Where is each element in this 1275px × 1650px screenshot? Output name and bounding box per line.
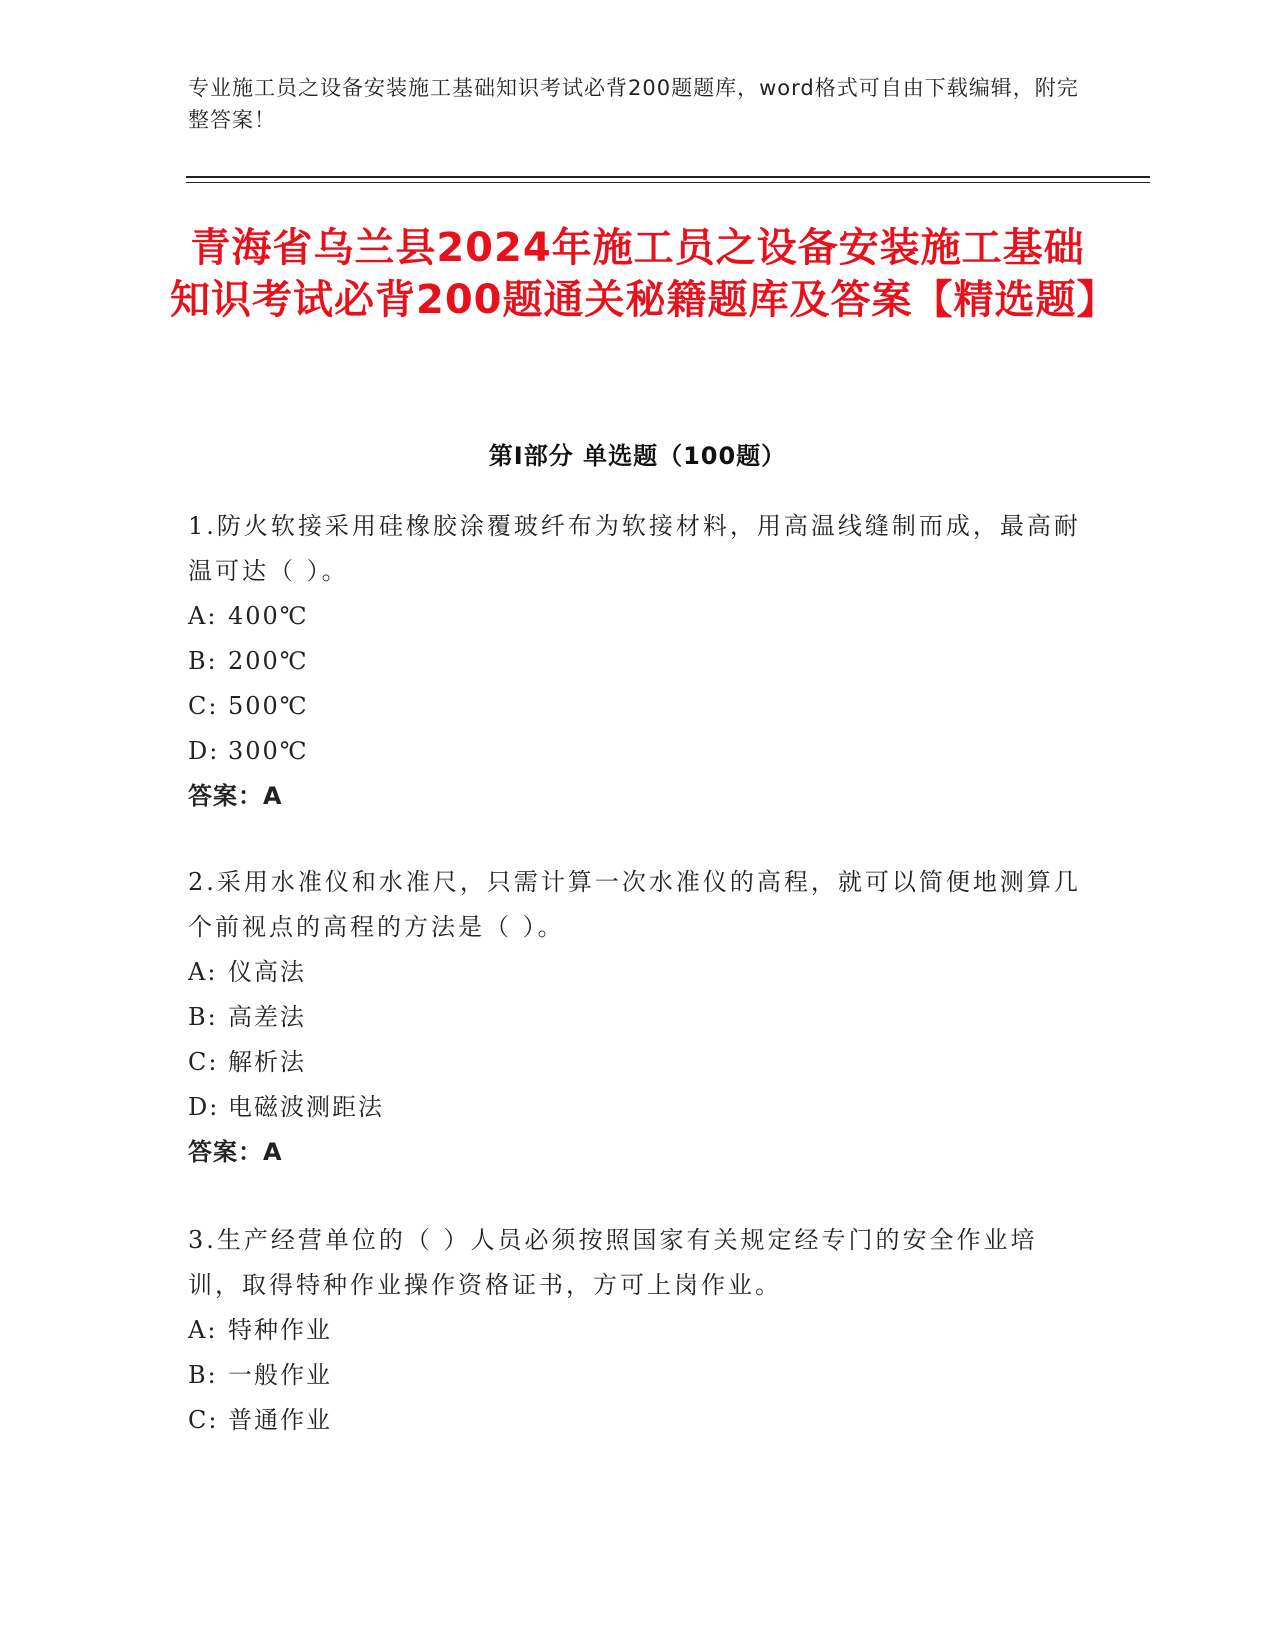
option-text: 普通作业 xyxy=(228,1406,332,1434)
option-d xyxy=(188,1085,1088,1130)
option-text: 高差法 xyxy=(228,1003,306,1031)
option-key: C: xyxy=(188,1406,219,1434)
option-key: D: xyxy=(188,737,220,765)
option-text: 400℃ xyxy=(228,602,309,630)
section-title: 第I部分 单选题（100题） xyxy=(488,442,787,470)
option-text: 200℃ xyxy=(228,647,309,675)
option-key: B: xyxy=(188,647,218,675)
option-b xyxy=(188,639,1088,684)
option-key: C: xyxy=(188,692,219,720)
document-title: 青海省乌兰县2024年施工员之设备安装施工基础知识考试必背200题通关秘籍题库及答案【精选题】 xyxy=(170,225,1118,323)
option-c xyxy=(188,684,1088,729)
option-key: B: xyxy=(188,1361,218,1389)
option-key: C: xyxy=(188,1048,219,1076)
option-a xyxy=(188,1308,1088,1353)
option-a xyxy=(188,594,1088,639)
option-key: A: xyxy=(188,1316,218,1344)
header-divider xyxy=(186,176,1150,178)
question-2 xyxy=(188,860,1088,1175)
question-stem: 2.采用水准仪和水准尺，只需计算一次水准仪的高程，就可以简便地测算几个前视点的高程的方法是（ ）。 xyxy=(188,868,1081,941)
option-text: 特种作业 xyxy=(228,1316,332,1344)
option-text: 500℃ xyxy=(228,692,309,720)
header-note: 专业施工员之设备安装施工基础知识考试必背200题题库，word格式可自由下载编辑，附完整答案！ xyxy=(188,76,1079,132)
header-divider-thin xyxy=(186,182,1150,183)
option-key: A: xyxy=(188,602,218,630)
option-c xyxy=(188,1040,1088,1085)
option-key: A: xyxy=(188,958,218,986)
option-key: B: xyxy=(188,1003,218,1031)
question-stem: 3.生产经营单位的（ ）人员必须按照国家有关规定经专门的安全作业培训，取得特种作业操作资格证书，方可上岗作业。 xyxy=(188,1226,1038,1299)
option-text: 仪高法 xyxy=(228,958,306,986)
option-a xyxy=(188,950,1088,995)
question-stem: 1.防火软接采用硅橡胶涂覆玻纤布为软接材料，用高温线缝制而成，最高耐温可达（ ）。 xyxy=(188,512,1081,585)
option-b xyxy=(188,1353,1088,1398)
option-text: 解析法 xyxy=(228,1048,306,1076)
option-text: 一般作业 xyxy=(228,1361,332,1389)
question-1 xyxy=(188,504,1088,819)
answer: 答案：A xyxy=(188,1138,283,1166)
option-d xyxy=(188,729,1088,774)
answer: 答案：A xyxy=(188,782,283,810)
option-text: 电磁波测距法 xyxy=(228,1093,384,1121)
option-text: 300℃ xyxy=(228,737,309,765)
option-c xyxy=(188,1398,1088,1443)
option-b xyxy=(188,995,1088,1040)
option-key: D: xyxy=(188,1093,220,1121)
question-3 xyxy=(188,1218,1088,1443)
